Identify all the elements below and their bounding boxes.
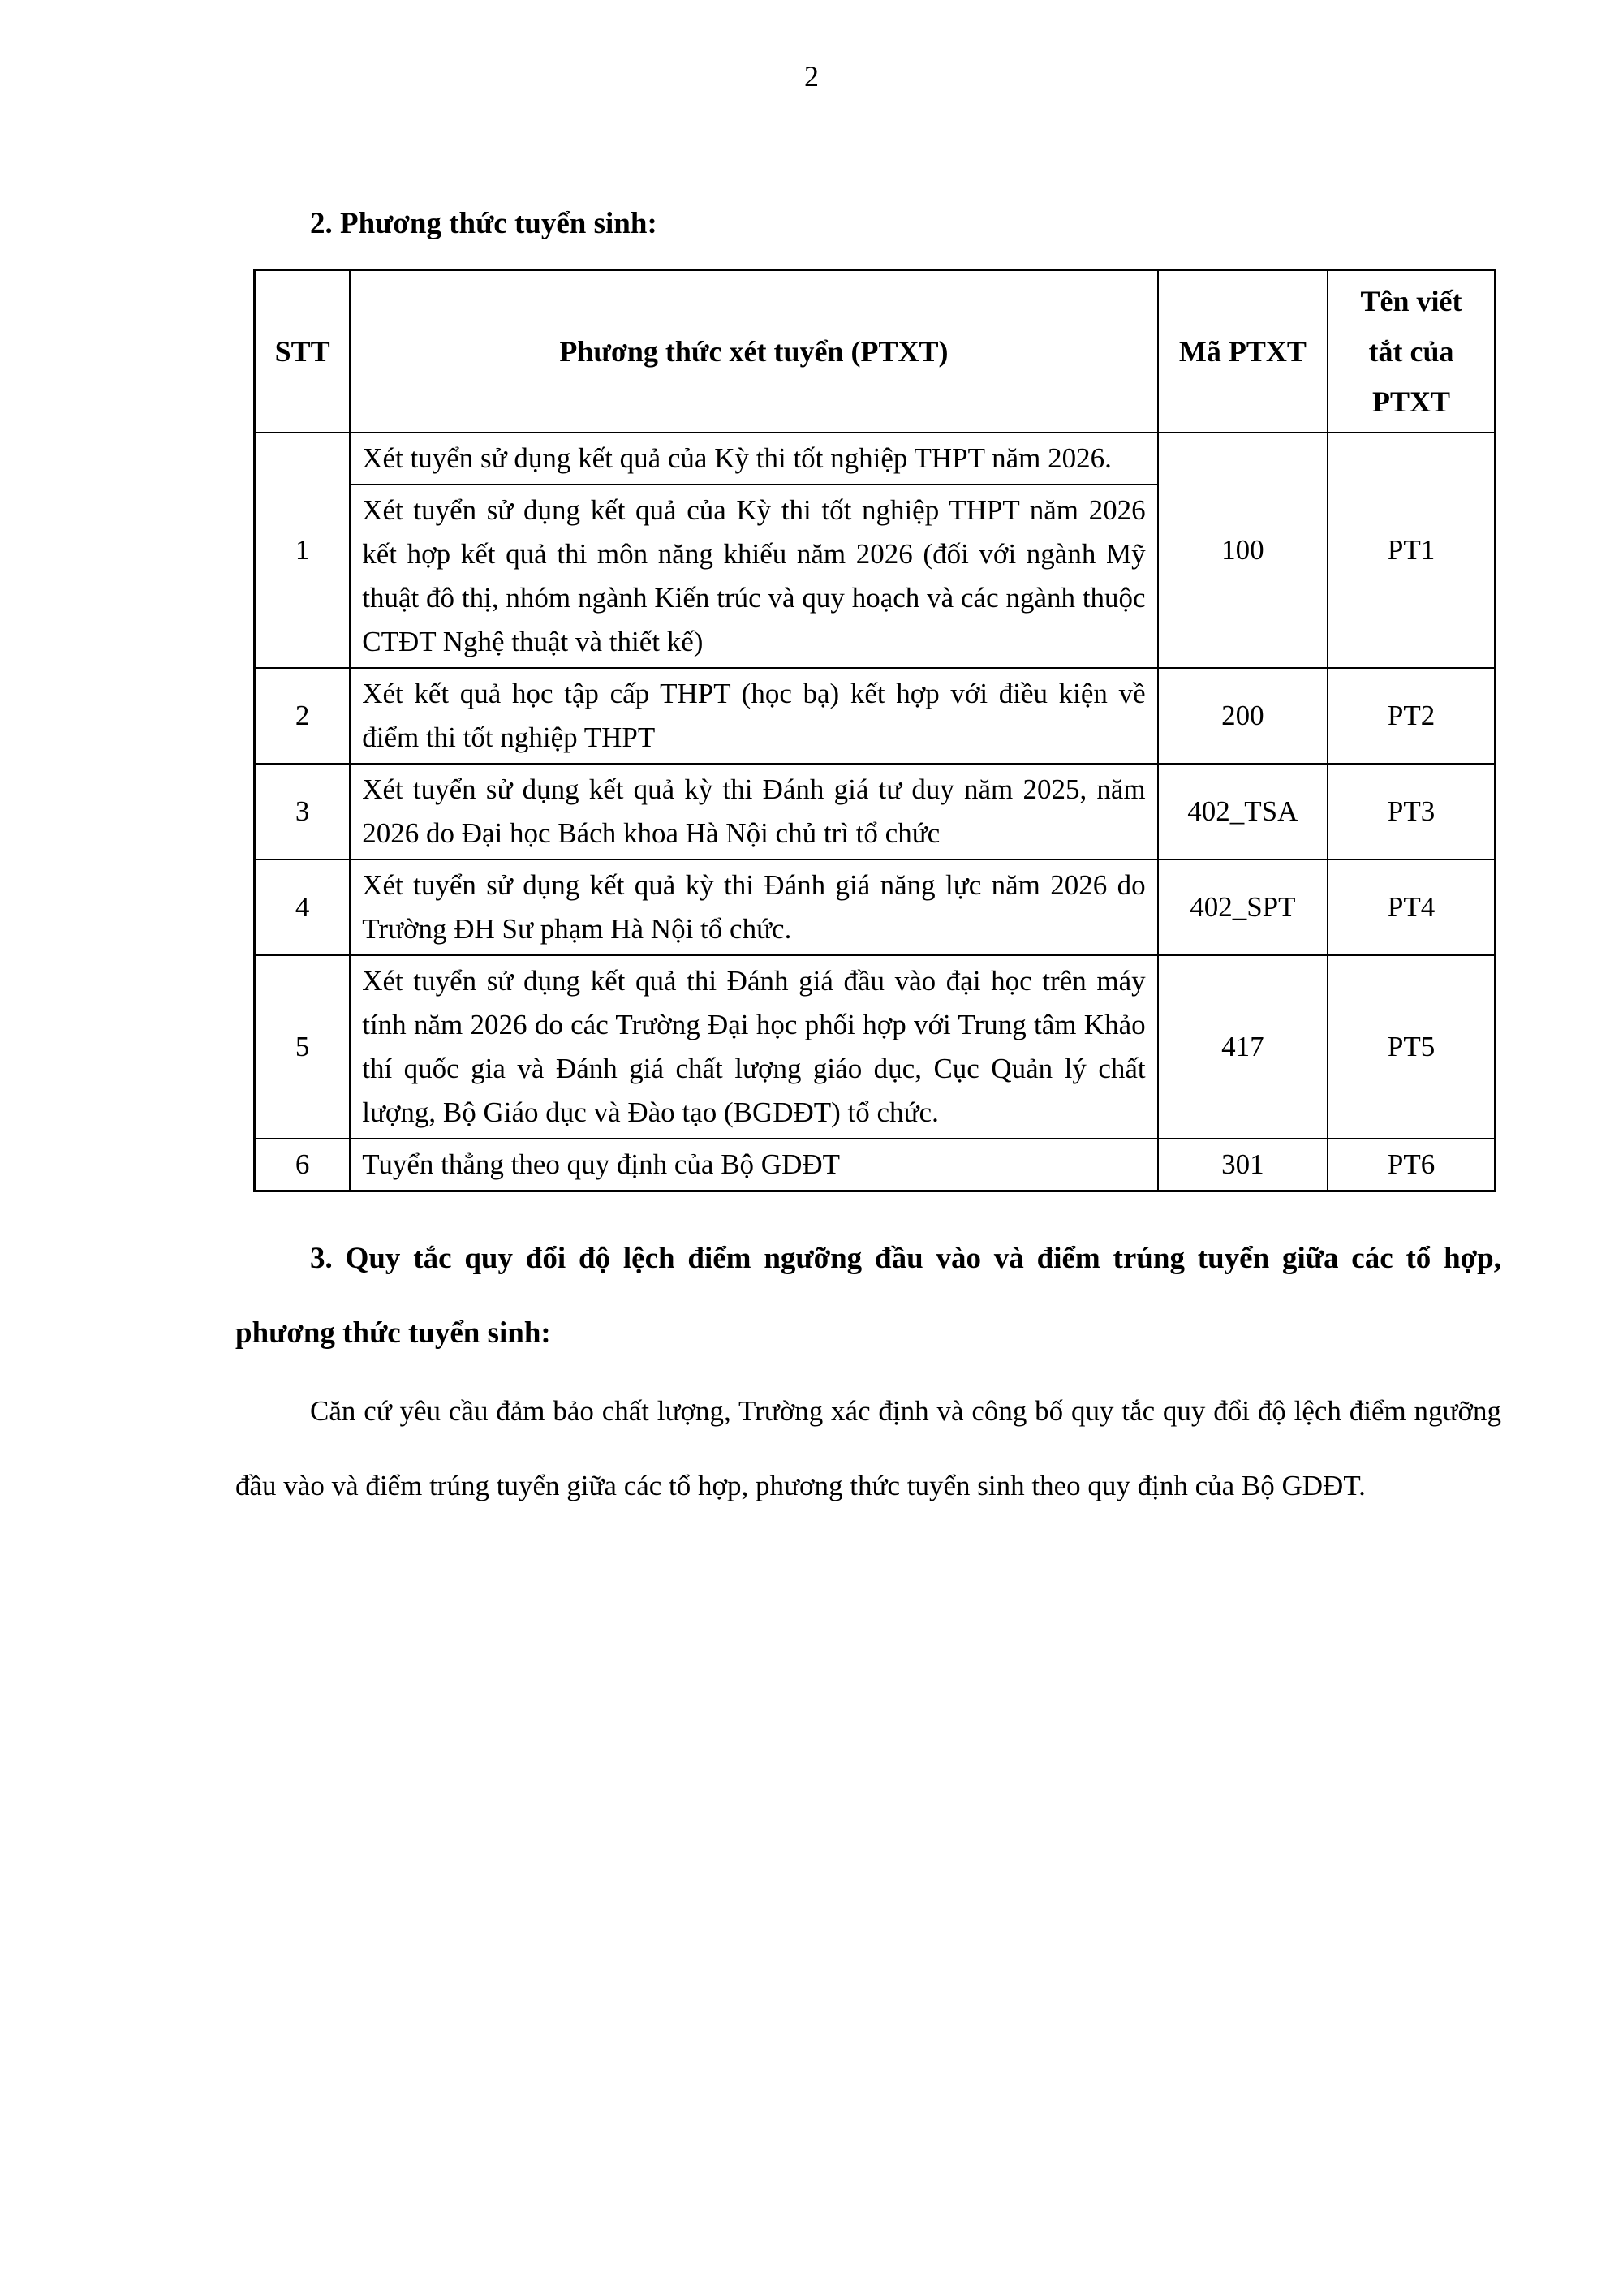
cell-method-b: Xét tuyển sử dụng kết quả của Kỳ thi tốt nghiệp THPT năm 2026 kết hợp kết quả thi môn năng khiếu năm 2026 (đối với ngành Mỹ thuật đô thị, nhóm ngành Kiến trúc và quy hoạch và các ngành thuộc CTĐT Nghệ thuật và thiết kế)	[350, 485, 1157, 668]
header-method: Phương thức xét tuyển (PTXT)	[350, 270, 1157, 433]
cell-method: Tuyển thẳng theo quy định của Bộ GDĐT	[350, 1139, 1157, 1191]
cell-stt: 4	[255, 859, 351, 955]
cell-code: 402_TSA	[1158, 764, 1328, 859]
cell-abbr: PT4	[1328, 859, 1495, 955]
cell-stt: 3	[255, 764, 351, 859]
table-row	[255, 1139, 1496, 1191]
cell-abbr: PT1	[1328, 433, 1495, 668]
section-3-heading: 3. Quy tắc quy đổi độ lệch điểm ngưỡng đầu vào và điểm trúng tuyển giữa các tổ hợp, phương thức tuyển sinh:	[235, 1242, 1501, 1350]
header-stt: STT	[255, 270, 351, 433]
cell-abbr: PT6	[1328, 1139, 1495, 1191]
cell-stt: 1	[255, 433, 351, 668]
table-row	[255, 859, 1496, 955]
cell-method: Xét kết quả học tập cấp THPT (học bạ) kết hợp với điều kiện về điểm thi tốt nghiệp THPT	[350, 668, 1157, 764]
cell-code: 200	[1158, 668, 1328, 764]
cell-abbr: PT5	[1328, 955, 1495, 1139]
cell-method: Xét tuyển sử dụng kết quả kỳ thi Đánh giá tư duy năm 2025, năm 2026 do Đại học Bách khoa Hà Nội chủ trì tổ chức	[350, 764, 1157, 859]
cell-stt: 6	[255, 1139, 351, 1191]
cell-code: 100	[1158, 433, 1328, 668]
cell-code: 301	[1158, 1139, 1328, 1191]
cell-code: 402_SPT	[1158, 859, 1328, 955]
table-row	[255, 764, 1496, 859]
table-header-row	[255, 270, 1496, 433]
cell-abbr: PT3	[1328, 764, 1495, 859]
table-row	[255, 668, 1496, 764]
cell-method-a: Xét tuyển sử dụng kết quả của Kỳ thi tốt nghiệp THPT năm 2026.	[350, 433, 1157, 485]
section-2-heading: 2. Phương thức tuyển sinh:	[310, 207, 657, 240]
header-abbr: Tên viết tắt của PTXT	[1328, 270, 1495, 433]
table-row	[255, 433, 1496, 485]
cell-stt: 2	[255, 668, 351, 764]
admission-methods-table	[253, 269, 1496, 1192]
cell-code: 417	[1158, 955, 1328, 1139]
cell-abbr: PT2	[1328, 668, 1495, 764]
cell-stt: 5	[255, 955, 351, 1139]
table-row	[255, 955, 1496, 1139]
page-number: 2	[804, 60, 819, 93]
section-3-paragraph: Căn cứ yêu cầu đảm bảo chất lượng, Trường xác định và công bố quy tắc quy đổi độ lệch điểm ngưỡng đầu vào và điểm trúng tuyển giữa các tổ hợp, phương thức tuyển sinh theo quy định của Bộ GDĐT.	[235, 1395, 1501, 1501]
header-code: Mã PTXT	[1158, 270, 1328, 433]
cell-method: Xét tuyển sử dụng kết quả thi Đánh giá đầu vào đại học trên máy tính năm 2026 do các Trường Đại học phối hợp với Trung tâm Khảo thí quốc gia và Đánh giá chất lượng giáo dục, Cục Quản lý chất lượng, Bộ Giáo dục và Đào tạo (BGDĐT) tổ chức.	[350, 955, 1157, 1139]
cell-method: Xét tuyển sử dụng kết quả kỳ thi Đánh giá năng lực năm 2026 do Trường ĐH Sư phạm Hà Nội tổ chức.	[350, 859, 1157, 955]
